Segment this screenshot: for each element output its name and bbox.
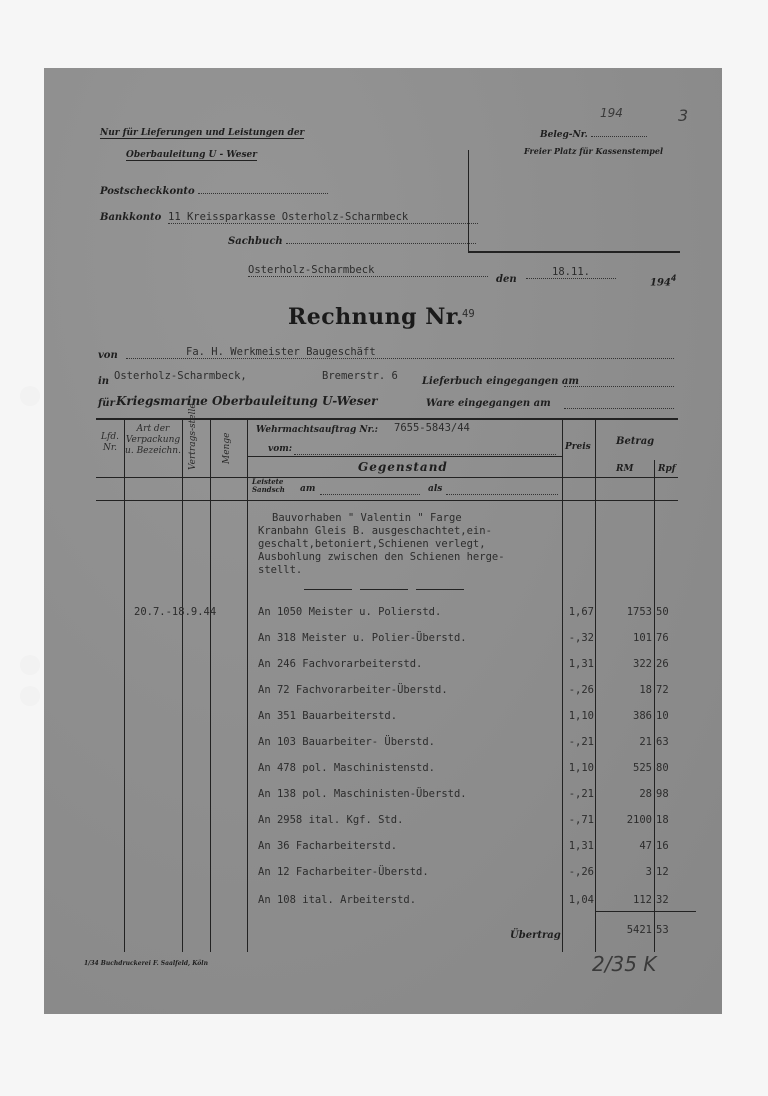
- item-desc: An 36 Facharbeiterstd.: [258, 840, 398, 852]
- item-price: 1,67: [568, 606, 594, 618]
- period-value: 20.7.-18.9.44: [134, 606, 217, 618]
- am-label: am: [300, 484, 316, 494]
- punch-hole-top: [20, 386, 40, 406]
- item-pf: 80: [656, 762, 669, 774]
- leistung-label: Leistete Sandsch: [252, 477, 285, 494]
- in-street: Bremerstr. 6: [322, 370, 398, 382]
- beleg-label: [540, 130, 647, 140]
- item-desc: An 108 ital. Arbeiterstd.: [258, 894, 417, 906]
- handwritten-note: 2/35 K: [592, 952, 657, 976]
- item-price: 1,31: [568, 658, 594, 670]
- project-underline-2: [360, 589, 408, 590]
- stamp-box-bottom: [468, 251, 680, 253]
- item-price: -,32: [568, 632, 594, 644]
- rm-header: RM: [616, 464, 634, 474]
- item-desc: An 2958 ital. Kgf. Std.: [258, 814, 404, 826]
- date-value: 18.11.: [526, 266, 616, 279]
- header-vertrag: Vertrags-stelle: [188, 403, 198, 470]
- sum-rule: [596, 911, 696, 912]
- vom-label: vom:: [268, 444, 293, 454]
- item-price: 1,04: [568, 894, 594, 906]
- punch-hole-bottom: [20, 686, 40, 706]
- project-line-5: stellt.: [258, 564, 303, 576]
- header-lfd: Lfd. Nr.: [101, 432, 119, 453]
- ware-label: Ware eingegangen am: [426, 398, 551, 409]
- punch-hole-middle: [20, 655, 40, 675]
- pf-header: Rpf: [658, 464, 676, 474]
- restriction-line-2: Oberbauleitung U - Weser: [126, 150, 257, 160]
- item-pf: 32: [656, 894, 669, 906]
- item-rm: 18: [639, 684, 652, 696]
- item-price: -,26: [568, 866, 594, 878]
- item-price: -,71: [568, 814, 594, 826]
- project-line-1: Bauvorhaben " Valentin " Farge: [272, 512, 462, 524]
- item-price: -,21: [568, 736, 594, 748]
- item-rm: 1753: [626, 606, 652, 618]
- year-prefix: 194: [650, 277, 671, 289]
- item-rm: 112: [633, 894, 652, 906]
- item-rm: 3: [645, 866, 652, 878]
- project-line-3: geschalt,betoniert,Schienen verlegt,: [258, 538, 486, 550]
- lieferbuch-line: [564, 386, 674, 387]
- item-pf: 98: [656, 788, 669, 800]
- item-pf: 16: [656, 840, 669, 852]
- wehrmacht-value: 7655-5843/44: [394, 422, 470, 434]
- lieferbuch-label: Lieferbuch eingegangen am: [422, 376, 579, 387]
- year-suffix: 4: [670, 274, 677, 284]
- item-rm: 47: [639, 840, 652, 852]
- table-top-rule: [96, 418, 678, 420]
- preis-header: Preis: [565, 442, 591, 452]
- col-sep-7: [654, 460, 655, 952]
- col-sep-4: [247, 418, 248, 952]
- bankkonto-label: Bankkonto: [100, 212, 162, 223]
- als-line: [446, 494, 558, 495]
- restriction-line-1: Nur für Lieferungen und Leistungen der: [100, 128, 305, 138]
- item-rm: 386: [633, 710, 652, 722]
- item-price: 1,10: [568, 762, 594, 774]
- item-rm: 2100: [626, 814, 652, 826]
- item-rm: 21: [639, 736, 652, 748]
- beleg-handwritten: 194: [600, 106, 623, 120]
- gegenstand-rule: [248, 456, 562, 457]
- fuer-value: Kriegsmarine Oberbauleitung U-Weser: [116, 394, 378, 408]
- project-underline-3: [416, 589, 464, 590]
- item-desc: An 318 Meister u. Polier-Überstd.: [258, 632, 467, 644]
- item-pf: 26: [656, 658, 669, 670]
- ware-line: [564, 408, 674, 409]
- table-header-rule: [96, 477, 678, 478]
- place-value: Osterholz-Scharmbeck: [248, 264, 488, 277]
- gegenstand-header: Gegenstand: [358, 460, 448, 474]
- col-sep-1: [124, 418, 125, 952]
- von-value: Fa. H. Werkmeister Baugeschäft: [126, 346, 674, 359]
- sachbuch-field: [228, 236, 476, 247]
- col-sep-3: [210, 418, 211, 952]
- table-subheader-rule: [96, 500, 678, 501]
- page-number: 3: [678, 106, 689, 125]
- item-pf: 72: [656, 684, 669, 696]
- stamp-label: Freier Platz für Kassenstempel: [524, 146, 664, 156]
- header-art: Art der Verpackung u. Bezeichn.: [125, 424, 181, 456]
- fuer-label: für: [98, 398, 115, 409]
- item-rm: 525: [633, 762, 652, 774]
- item-desc: An 478 pol. Maschinistenstd.: [258, 762, 436, 774]
- project-line-2: Kranbahn Gleis B. ausgeschachtet,ein-: [258, 525, 492, 537]
- item-rm: 322: [633, 658, 652, 670]
- item-desc: An 12 Facharbeiter-Überstd.: [258, 866, 429, 878]
- printer-imprint: 1/34 Buchdruckerei F. Saalfeld, Köln: [84, 960, 208, 967]
- project-underline-1: [304, 589, 352, 590]
- item-price: -,26: [568, 684, 594, 696]
- item-rm: 28: [639, 788, 652, 800]
- vom-line: [294, 454, 556, 455]
- invoice-title: Rechnung Nr.: [288, 304, 465, 330]
- am-line: [320, 494, 420, 495]
- invoice-number: 49: [462, 308, 475, 320]
- item-desc: An 72 Fachvorarbeiter-Überstd.: [258, 684, 448, 696]
- betrag-header: Betrag: [616, 436, 655, 447]
- item-price: 1,31: [568, 840, 594, 852]
- item-pf: 18: [656, 814, 669, 826]
- postscheck-field: [100, 186, 328, 197]
- den-label: den: [496, 274, 517, 285]
- sachbuch-label: Sachbuch: [228, 236, 283, 247]
- invoice-sheet: [44, 68, 722, 1014]
- item-price: -,21: [568, 788, 594, 800]
- in-label: in: [98, 376, 110, 387]
- item-rm: 101: [633, 632, 652, 644]
- col-sep-2: [182, 418, 183, 952]
- item-pf: 50: [656, 606, 669, 618]
- postscheck-label: Postscheckkonto: [100, 186, 195, 197]
- in-city: Osterholz-Scharmbeck,: [114, 370, 247, 382]
- year-field: [650, 274, 676, 288]
- von-label: von: [98, 350, 118, 361]
- uebertrag-pf: 53: [656, 924, 669, 936]
- item-pf: 10: [656, 710, 669, 722]
- item-pf: 12: [656, 866, 669, 878]
- uebertrag-rm: 5421: [626, 924, 652, 936]
- item-pf: 76: [656, 632, 669, 644]
- project-line-4: Ausbohlung zwischen den Schienen herge-: [258, 551, 505, 563]
- uebertrag-label: Übertrag: [510, 930, 561, 941]
- beleg-label-text: Beleg-Nr.: [540, 130, 588, 140]
- item-desc: An 103 Bauarbeiter- Überstd.: [258, 736, 436, 748]
- wehrmacht-label: Wehrmachtsauftrag Nr.:: [256, 425, 378, 435]
- item-price: 1,10: [568, 710, 594, 722]
- item-desc: An 138 pol. Maschinisten-Überstd.: [258, 788, 467, 800]
- item-desc: An 1050 Meister u. Polierstd.: [258, 606, 442, 618]
- item-desc: An 351 Bauarbeiterstd.: [258, 710, 398, 722]
- item-pf: 63: [656, 736, 669, 748]
- item-desc: An 246 Fachvorarbeiterstd.: [258, 658, 423, 670]
- header-menge: Menge: [222, 432, 232, 464]
- bankkonto-value: 11 Kreissparkasse Osterholz-Scharmbeck: [168, 211, 478, 224]
- als-label: als: [428, 484, 443, 494]
